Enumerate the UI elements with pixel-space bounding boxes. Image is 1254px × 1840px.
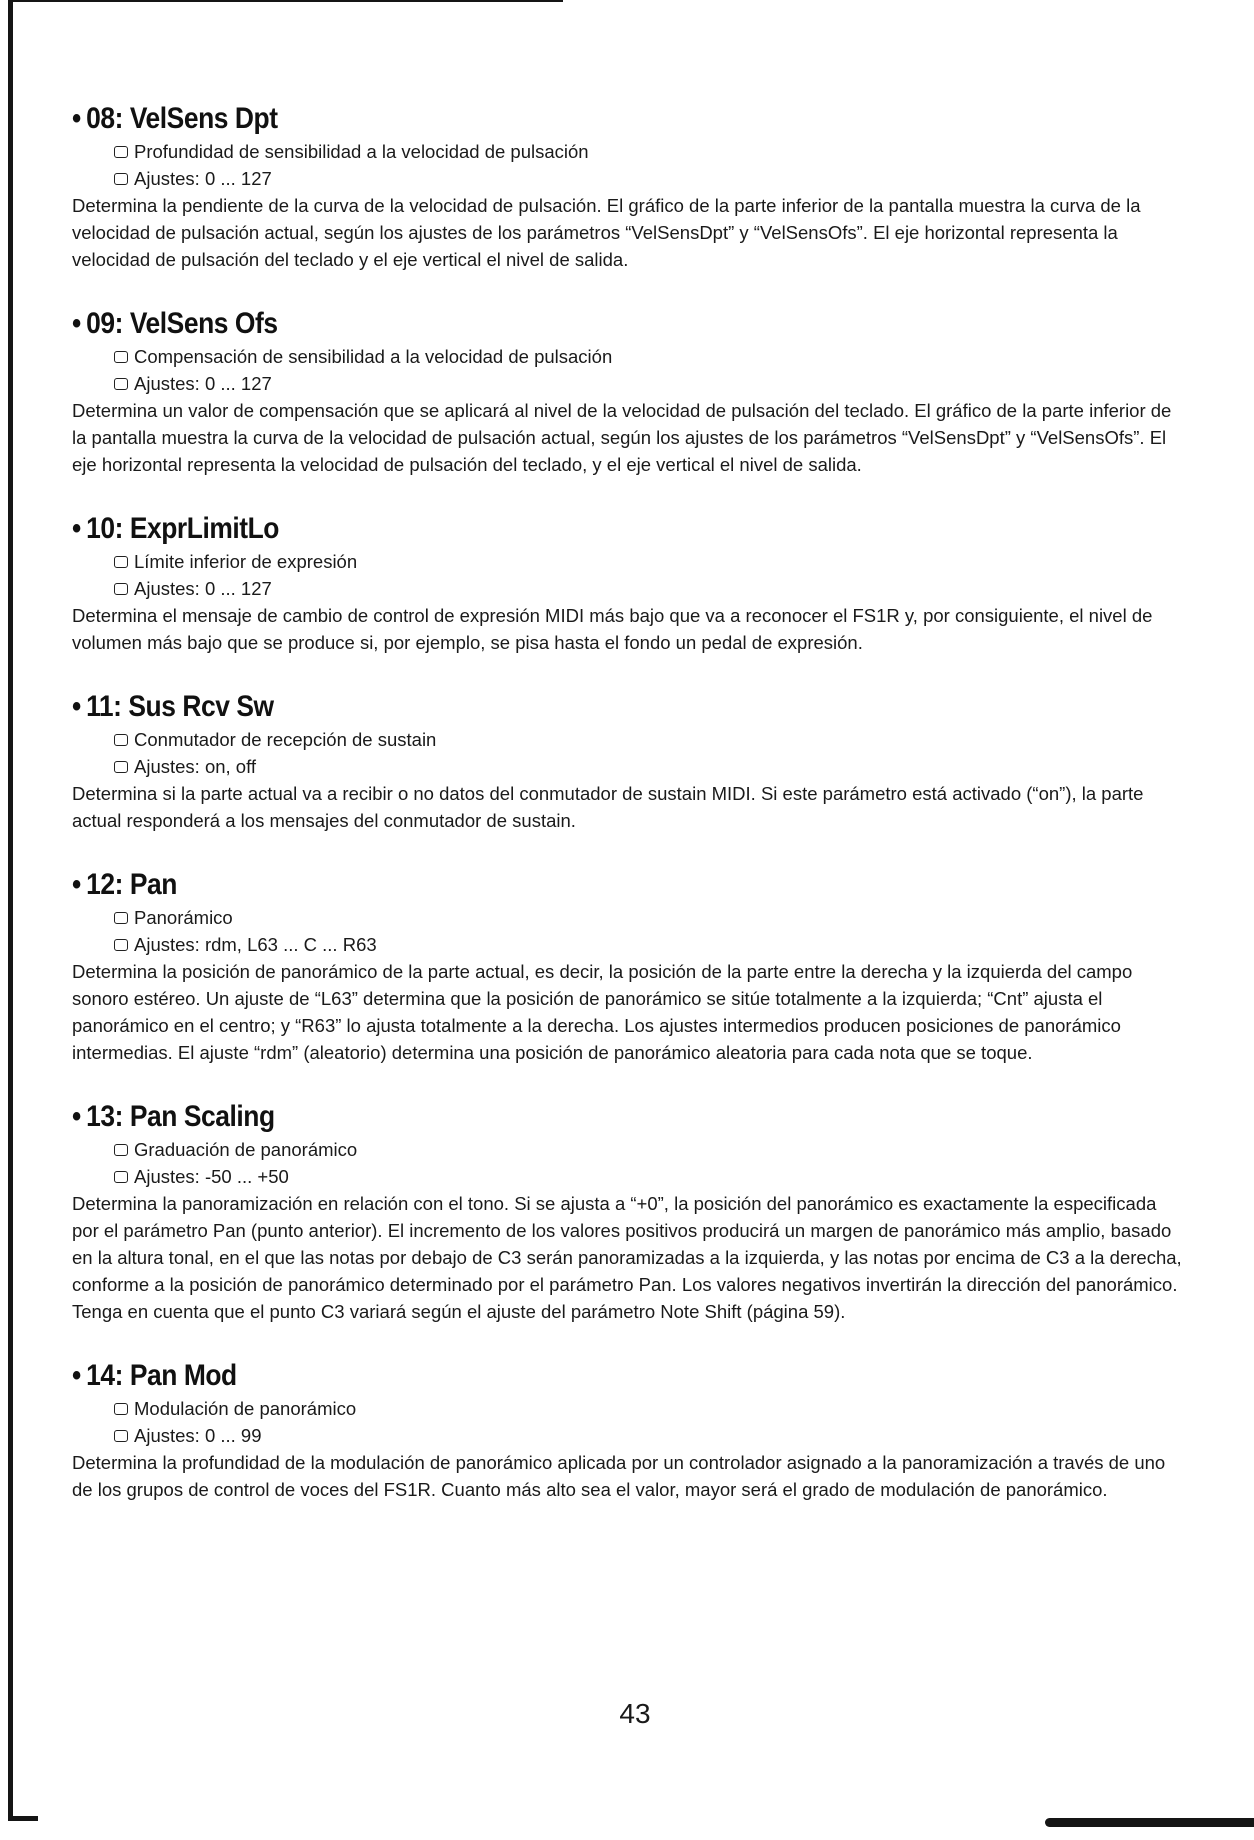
- checkbox-icon: [114, 761, 128, 773]
- parameter-settings: Ajustes: 0 ... 99: [114, 1422, 1182, 1449]
- parameter-name: Compensación de sensibilidad a la velocidad de pulsación: [114, 343, 1182, 370]
- bullet-icon: •: [72, 1100, 81, 1133]
- parameter-settings: Ajustes: 0 ... 127: [114, 575, 1182, 602]
- page-frame-bottom-right: [1045, 1818, 1254, 1827]
- checkbox-icon: [114, 734, 128, 746]
- bullet-icon: •: [72, 868, 81, 901]
- checkbox-icon: [114, 146, 128, 158]
- parameter-name: Límite inferior de expresión: [114, 548, 1182, 575]
- checkbox-icon: [114, 378, 128, 390]
- section-heading: • 14: Pan Mod: [72, 1359, 237, 1392]
- checkbox-icon: [114, 351, 128, 363]
- parameter-settings: Ajustes: 0 ... 127: [114, 370, 1182, 397]
- parameter-settings: Ajustes: 0 ... 127: [114, 165, 1182, 192]
- section-pan: [72, 866, 1182, 1066]
- parameter-name: Profundidad de sensibilidad a la velocidad de pulsación: [114, 138, 1182, 165]
- checkbox-icon: [114, 556, 128, 568]
- parameter-description: Determina la panoramización en relación con el tono. Si se ajusta a “+0”, la posición del panorámico es exactamente la especificada por el parámetro Pan (punto anterior). El incremento de los valores positivos producirá un margen de panorámico más amplio, basado en la altura tonal, en el que las notas por debajo de C3 serán panoramizadas a la izquierda, y las notas por encima de C3 a la derecha, conforme a la posición de panorámico determinado por el parámetro Pan. Los valores negativos invertirán la dirección del panorámico. Tenga en cuenta que el punto C3 variará según el ajuste del parámetro Note Shift (página 59).: [72, 1193, 1182, 1322]
- page-number: 43: [619, 1698, 651, 1729]
- section-heading: • 08: VelSens Dpt: [72, 102, 278, 135]
- checkbox-icon: [114, 1430, 128, 1442]
- checkbox-icon: [114, 1144, 128, 1156]
- bullet-icon: •: [72, 690, 81, 723]
- section-heading: • 10: ExprLimitLo: [72, 512, 279, 545]
- section-pan-scaling: [72, 1098, 1182, 1325]
- page-frame-foot: [8, 1816, 38, 1821]
- section-heading: • 12: Pan: [72, 868, 177, 901]
- page-frame-top: [8, 0, 563, 2]
- bullet-icon: •: [72, 307, 81, 340]
- parameter-description: Determina la profundidad de la modulación de panorámico aplicada por un controlador asignado a la panoramización a través de uno de los grupos de control de voces del FS1R. Cuanto más alto sea el valor, mayor será el grado de modulación de panorámico.: [72, 1452, 1166, 1500]
- section-heading: • 09: VelSens Ofs: [72, 307, 278, 340]
- parameter-name: Panorámico: [114, 904, 1182, 931]
- parameter-settings: Ajustes: -50 ... +50: [114, 1163, 1182, 1190]
- parameter-description: Determina si la parte actual va a recibir o no datos del conmutador de sustain MIDI. Si este parámetro está activado (“on”), la parte actual responderá a los mensajes del conmutador de sustain.: [72, 783, 1144, 831]
- bullet-icon: •: [72, 512, 81, 545]
- checkbox-icon: [114, 912, 128, 924]
- section-pan-mod: [72, 1357, 1182, 1503]
- checkbox-icon: [114, 173, 128, 185]
- parameter-name: Modulación de panorámico: [114, 1395, 1182, 1422]
- parameter-name: Conmutador de recepción de sustain: [114, 726, 1182, 753]
- checkbox-icon: [114, 1171, 128, 1183]
- parameter-settings: Ajustes: on, off: [114, 753, 1182, 780]
- section-velsens-ofs: [72, 305, 1182, 478]
- page-frame-left: [8, 0, 13, 1818]
- parameter-name: Graduación de panorámico: [114, 1136, 1182, 1163]
- parameter-description: Determina la pendiente de la curva de la velocidad de pulsación. El gráfico de la parte inferior de la pantalla muestra la curva de la velocidad de pulsación actual, según los ajustes de los parámetros “VelSensDpt” y “VelSensOfs”. El eje horizontal representa la velocidad de pulsación del teclado y el eje vertical el nivel de salida.: [72, 195, 1141, 270]
- checkbox-icon: [114, 1403, 128, 1415]
- bullet-icon: •: [72, 102, 81, 135]
- parameter-description: Determina la posición de panorámico de la parte actual, es decir, la posición de la parte entre la derecha y la izquierda del campo sonoro estéreo. Un ajuste de “L63” determina que la posición de panorámico se sitúe totalmente a la izquierda; “Cnt” ajusta el panorámico en el centro; y “R63” lo ajusta totalmente a la derecha. Los ajustes intermedios producen posiciones de panorámico intermedias. El ajuste “rdm” (aleatorio) determina una posición de panorámico aleatoria para cada nota que se toque.: [72, 961, 1133, 1063]
- section-heading: • 11: Sus Rcv Sw: [72, 690, 274, 723]
- section-velsens-dpt: [72, 100, 1182, 273]
- bullet-icon: •: [72, 1359, 81, 1392]
- section-sus-rcv-sw: [72, 688, 1182, 834]
- section-expr-limit-lo: [72, 510, 1182, 656]
- parameter-description: Determina un valor de compensación que se aplicará al nivel de la velocidad de pulsación del teclado. El gráfico de la parte inferior de la pantalla muestra la curva de la velocidad de pulsación actual, según los ajustes de los parámetros “VelSensDpt” y “VelSensOfs”. El eje horizontal representa la velocidad de pulsación del teclado, y el eje vertical el nivel de salida.: [72, 400, 1172, 475]
- parameter-description: Determina el mensaje de cambio de control de expresión MIDI más bajo que va a reconocer el FS1R y, por consiguiente, el nivel de volumen más bajo que se produce si, por ejemplo, se pisa hasta el fondo un pedal de expresión.: [72, 605, 1153, 653]
- parameter-settings: Ajustes: rdm, L63 ... C ... R63: [114, 931, 1182, 958]
- page-content: [72, 100, 1182, 1535]
- section-heading: • 13: Pan Scaling: [72, 1100, 275, 1133]
- checkbox-icon: [114, 939, 128, 951]
- checkbox-icon: [114, 583, 128, 595]
